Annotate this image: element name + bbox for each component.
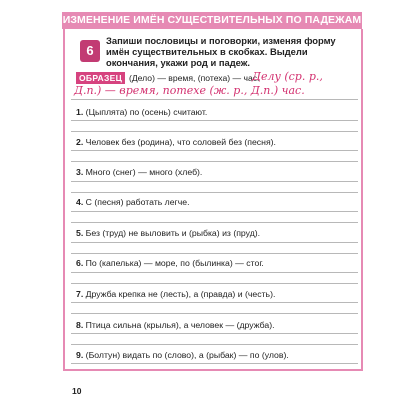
writing-line [71, 99, 358, 100]
writing-line [71, 302, 358, 303]
writing-line [71, 272, 358, 273]
writing-line [71, 161, 358, 162]
writing-line [71, 242, 358, 243]
exercise-item: 5. Без (труд) не выловить и (рыбка) из (пруд). [76, 228, 261, 238]
task-number-badge: 6 [80, 40, 100, 62]
writing-line [71, 313, 358, 314]
writing-line [71, 253, 358, 254]
writing-line [71, 222, 358, 223]
exercise-item: 3. Много (снег) — много (хлеб). [76, 167, 203, 177]
handwritten-answer-line2: Д.п.) — время, потехе (ж. р., Д.п.) час. [74, 84, 305, 97]
writing-line [71, 192, 358, 193]
writing-line [71, 211, 358, 212]
page-number: 10 [72, 386, 82, 396]
writing-line [71, 150, 358, 151]
exercise-item: 7. Дружба крепка не (лесть), а (правда) и (честь). [76, 289, 276, 299]
writing-line [71, 120, 358, 121]
sample-text: (Дело) — время, (потеха) — час. [129, 73, 260, 83]
writing-line [71, 131, 358, 132]
writing-line [71, 363, 358, 364]
exercise-item: 8. Птица сильна (крылья), а человек — (дружба). [76, 320, 275, 330]
writing-line [71, 333, 358, 334]
exercise-item: 6. По (капелька) — море, по (былинка) — стог. [76, 258, 264, 268]
section-header: ИЗМЕНЕНИЕ ИМЁН СУЩЕСТВИТЕЛЬНЫХ ПО ПАДЕЖАМ [62, 12, 362, 29]
exercise-item: 9. (Болтун) видать по (слово), а (рыбак) — по (улов). [76, 350, 289, 360]
sample-label: ОБРАЗЕЦ [76, 72, 125, 84]
writing-line [71, 181, 358, 182]
exercise-item: 2. Человек без (родина), что соловей без (песня). [76, 137, 276, 147]
exercise-item: 4. С (песня) работать легче. [76, 197, 190, 207]
handwritten-answer-line1: Делу (ср. р., [252, 70, 323, 83]
writing-line [71, 283, 358, 284]
task-instruction: Запиши пословицы и поговорки, изменяя форму имён существительных в скобках. Выдели окончания, укажи род и падеж. [106, 35, 336, 69]
exercise-item: 1. (Цыплята) по (осень) считают. [76, 107, 208, 117]
writing-line [71, 344, 358, 345]
